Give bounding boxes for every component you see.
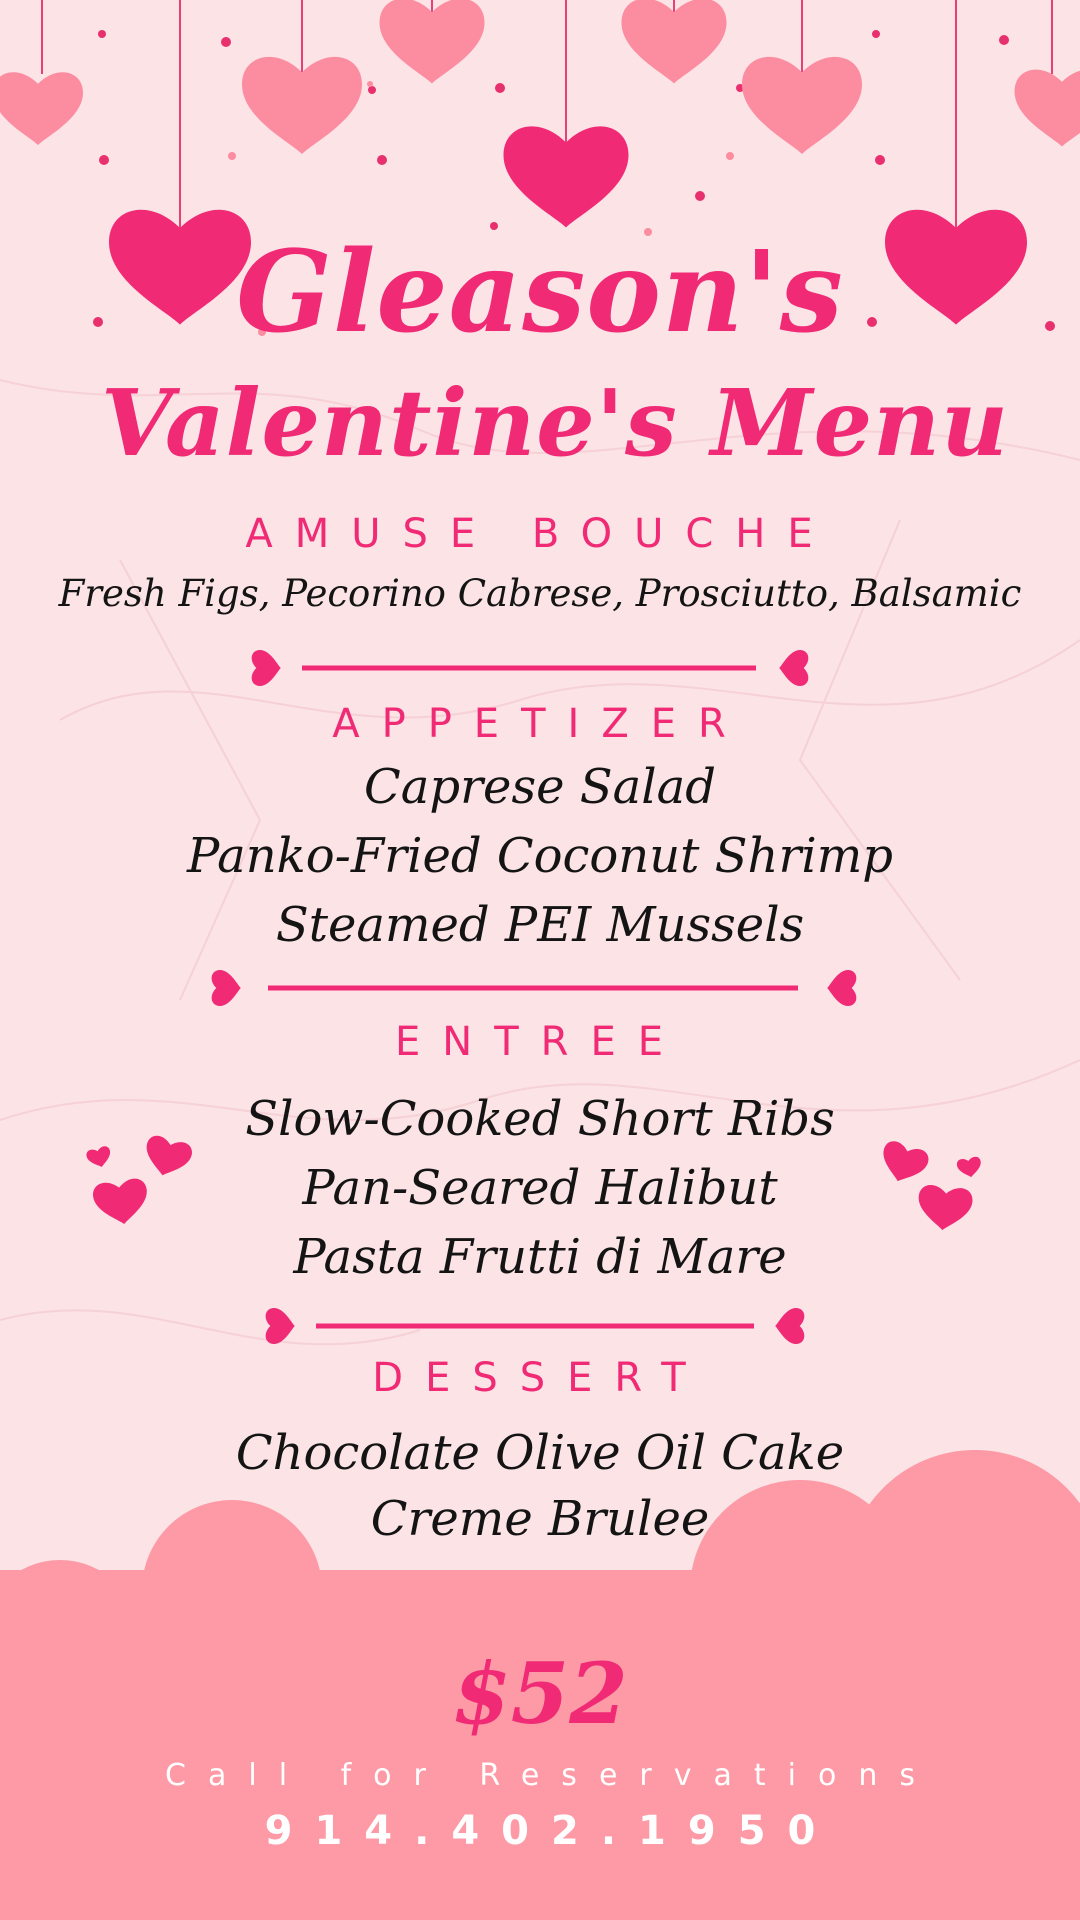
section-heading-amuse-bouche: AMUSE BOUCHE — [245, 511, 835, 557]
section-heading-appetizer: APPETIZER — [332, 701, 748, 747]
entree-list — [0, 1086, 1080, 1290]
section-heading-dessert: DESSERT — [372, 1355, 708, 1401]
appetizer-list — [0, 754, 1080, 958]
list-item: Steamed PEI Mussels — [275, 897, 805, 953]
menu-price: $52 — [452, 1644, 628, 1743]
amuse-bouche-list — [0, 564, 1080, 624]
list-item: Pasta Frutti di Mare — [293, 1229, 787, 1285]
menu-title: Valentine's Menu — [101, 369, 1009, 477]
list-item: Fresh Figs, Pecorino Cabrese, Prosciutto, Balsamic — [58, 572, 1022, 615]
list-item: Panko-Fried Coconut Shrimp — [187, 828, 893, 884]
dessert-list — [0, 1420, 1080, 1552]
reservation-call-to-action: Call for Reservations — [165, 1758, 937, 1793]
list-item: Creme Brulee — [370, 1491, 710, 1547]
section-heading-entree: ENTREE — [395, 1019, 685, 1065]
list-item: Caprese Salad — [364, 759, 716, 815]
phone-number: 914.402.1950 — [264, 1808, 838, 1854]
restaurant-name: Gleason's — [236, 227, 844, 358]
list-item: Chocolate Olive Oil Cake — [235, 1425, 845, 1481]
list-item: Slow-Cooked Short Ribs — [245, 1091, 835, 1147]
list-item: Pan-Seared Halibut — [302, 1160, 778, 1216]
